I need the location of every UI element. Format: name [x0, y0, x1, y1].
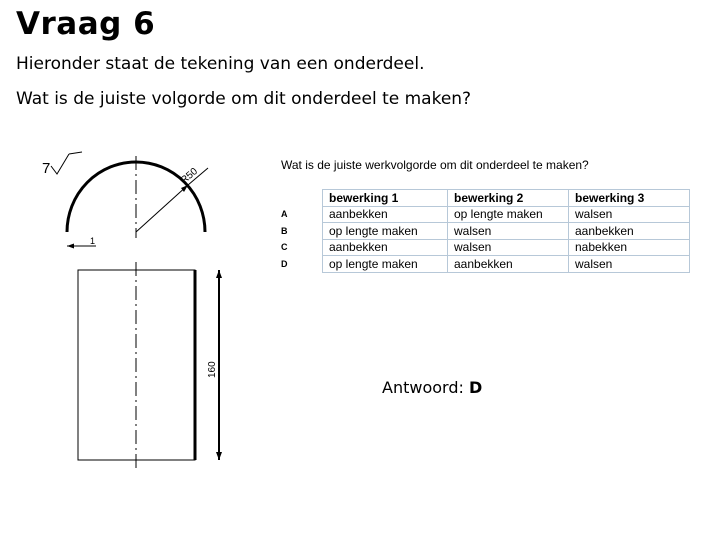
intro-text: Hieronder staat de tekening van een onderdeel. — [16, 54, 425, 74]
table-cell: op lengte maken — [323, 223, 448, 240]
table-cell: aanbekken — [323, 206, 448, 223]
answer-value: D — [468, 378, 483, 397]
table-cell: op lengte maken — [323, 256, 448, 273]
length-arrow-top — [216, 270, 222, 278]
table-cell: walsen — [448, 239, 569, 256]
table-cell: aanbekken — [569, 223, 690, 240]
table-row — [323, 206, 690, 223]
table-cell: aanbekken — [323, 239, 448, 256]
header-cell: bewerking 1 — [323, 190, 448, 207]
length-arrow-bottom — [216, 452, 222, 460]
radius-label: R50 — [178, 166, 200, 187]
length-label: 160 — [207, 361, 218, 378]
header-cell: bewerking 2 — [448, 190, 569, 207]
answer — [382, 378, 482, 397]
question-text: Wat is de juiste volgorde om dit onderdeel te maken? — [16, 89, 472, 109]
table-cell: op lengte maken — [448, 206, 569, 223]
table-cell: walsen — [569, 256, 690, 273]
option-letters — [281, 206, 288, 272]
option-letter: C — [281, 242, 288, 252]
table-question: Wat is de juiste werkvolgorde om dit onderdeel te maken? — [281, 158, 589, 172]
option-letter: D — [281, 258, 288, 269]
roughness-value: 7 — [42, 160, 51, 177]
tolerance-arrow — [67, 244, 74, 249]
option-letter: A — [281, 209, 288, 219]
table-cell: walsen — [569, 206, 690, 223]
header-cell: bewerking 3 — [569, 190, 690, 207]
radius-leader — [136, 185, 188, 232]
table-cell: walsen — [448, 223, 569, 240]
table-cell: aanbekken — [448, 256, 569, 273]
table-cell: nabekken — [569, 239, 690, 256]
page-title: Vraag 6 — [16, 6, 156, 42]
table-row — [323, 239, 690, 256]
roughness-tail — [69, 152, 82, 154]
table-row — [323, 223, 690, 240]
table-header-row — [323, 190, 690, 207]
operations-table — [322, 189, 690, 273]
option-letter: B — [281, 225, 288, 236]
roughness-symbol — [51, 154, 69, 174]
tolerance-label: 1 — [90, 236, 96, 246]
table-row — [323, 256, 690, 273]
answer-label: Antwoord: — [382, 378, 464, 397]
